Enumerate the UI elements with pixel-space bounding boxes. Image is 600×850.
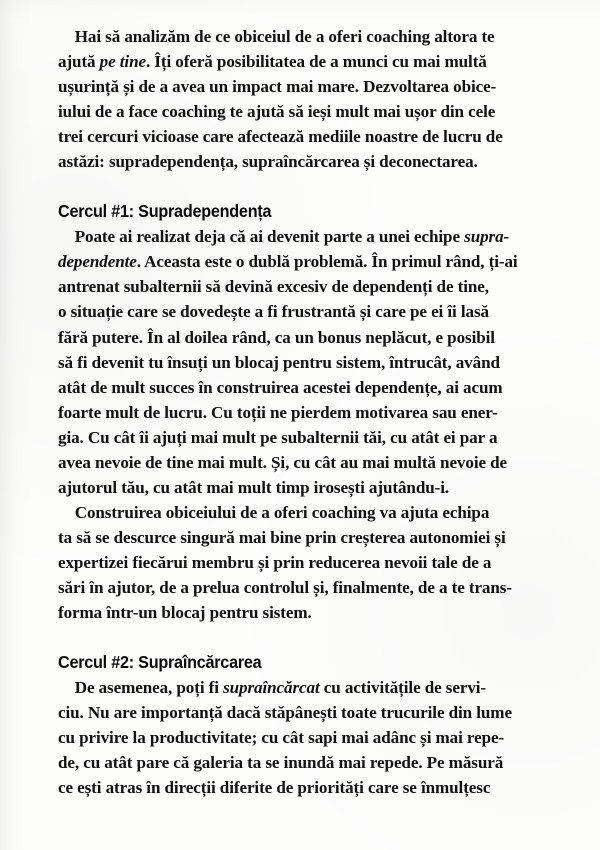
text-run: Hai să analizăm de ce obiceiul de a oferi coaching altora te bbox=[58, 27, 495, 46]
text-run: atât de mult succes în construirea acestei dependențe, ai acum bbox=[58, 377, 503, 397]
section-spacer bbox=[58, 625, 548, 650]
text-line bbox=[58, 550, 548, 575]
text-line bbox=[58, 450, 548, 475]
text-line bbox=[58, 400, 548, 425]
text-line bbox=[58, 299, 548, 324]
text-line bbox=[58, 675, 548, 700]
text-line bbox=[58, 725, 548, 750]
text-line bbox=[58, 750, 548, 775]
text-line bbox=[58, 600, 548, 625]
text-run: ușurință și de a avea un impact mai mare. Dezvoltarea obice- bbox=[58, 77, 497, 97]
text-run: expertizei fiecărui membru și prin reducerea nevoii tale de a bbox=[58, 552, 492, 572]
text-line bbox=[58, 525, 548, 550]
text-line bbox=[58, 350, 548, 375]
page-content bbox=[58, 24, 548, 800]
text-line bbox=[58, 500, 548, 525]
emphasis-text: supraîncărcat bbox=[223, 678, 320, 698]
text-run: avea nevoie de tine mai mult. Și, cu cât au mai multă nevoie de bbox=[58, 452, 508, 472]
text-line bbox=[58, 575, 548, 600]
text-run: . Aceasta este o dublă problemă. În primul rând, ți-ai bbox=[136, 252, 518, 272]
emphasis-text: pe tine bbox=[99, 52, 146, 72]
text-line bbox=[58, 775, 548, 800]
emphasis-text: supra- bbox=[464, 227, 510, 247]
paragraph-supradependenta-2 bbox=[58, 500, 548, 625]
text-line bbox=[58, 124, 548, 149]
text-line bbox=[58, 700, 548, 725]
text-line bbox=[58, 325, 548, 350]
text-run: gia. Cu cât îi ajuți mai mult pe subalternii tăi, cu atât ei par a bbox=[58, 427, 498, 447]
text-run: ce ești atras în direcții diferite de priorități care se înmulțesc bbox=[58, 778, 491, 798]
text-line bbox=[58, 49, 548, 74]
text-line bbox=[58, 425, 548, 450]
text-line bbox=[58, 99, 548, 124]
text-run: foarte mult de lucru. Cu toții ne pierdem motivarea sau ener- bbox=[58, 402, 498, 422]
heading-cercul-2: Cercul #2: Supraîncărcarea bbox=[58, 652, 262, 673]
text-line bbox=[58, 24, 548, 49]
text-line bbox=[58, 224, 548, 249]
paragraph-supradependenta-1 bbox=[58, 224, 548, 500]
text-run: o situație care se dovedește a fi frustrantă și care pe ei îi lasă bbox=[58, 302, 489, 322]
text-run: De asemenea, poți fi bbox=[58, 678, 224, 698]
text-run: ciu. Nu are importanță dacă stăpânești toate trucurile din lume bbox=[58, 703, 512, 723]
emphasis-text: dependente bbox=[58, 252, 137, 272]
section-spacer bbox=[58, 174, 548, 199]
text-run: Construirea obiceiului de a oferi coaching va ajuta echipa bbox=[58, 502, 490, 522]
paragraph-supraincarcarea-1 bbox=[58, 675, 548, 800]
text-run: ajută bbox=[58, 52, 100, 72]
text-line bbox=[58, 249, 548, 274]
text-run: antrenat subalternii să devină excesiv de dependenți de tine, bbox=[58, 277, 489, 297]
text-run: . Îți oferă posibilitatea de a munci cu mai multă bbox=[145, 52, 487, 72]
paragraph-intro bbox=[58, 24, 548, 174]
text-line bbox=[58, 74, 548, 99]
text-line bbox=[58, 274, 548, 299]
text-run: fără putere. În al doilea rând, ca un bonus neplăcut, e posibil bbox=[58, 327, 495, 347]
text-run: cu privire la productivitate; cu cât sapi mai adânc și mai repe- bbox=[58, 728, 505, 748]
text-run: astăzi: supradependența, supraîncărcarea și deconectarea. bbox=[58, 152, 478, 172]
heading-cercul-1: Cercul #1: Supradependența bbox=[58, 201, 272, 222]
text-run: Poate ai realizat deja că ai devenit parte a unei echipe bbox=[58, 227, 465, 247]
text-run: trei cercuri vicioase care afectează mediile noastre de lucru de bbox=[58, 127, 503, 147]
text-run: ta să se descurce singură mai bine prin creșterea autonomiei și bbox=[58, 527, 506, 547]
text-run: ajutorul tău, cu atât mai mult timp irosești ajutându-i. bbox=[58, 477, 450, 497]
text-run: iului de a face coaching te ajută să ieși mult mai ușor din cele bbox=[58, 102, 496, 122]
text-line bbox=[58, 375, 548, 400]
text-run: cu activitățile de servi- bbox=[319, 678, 487, 698]
text-line bbox=[58, 475, 548, 500]
text-run: sări în ajutor, de a prelua controlul și, finalmente, de a te trans- bbox=[58, 577, 512, 597]
text-run: de, cu atât pare că galeria ta se inundă mai repede. Pe măsură bbox=[58, 753, 504, 773]
text-run: să fi devenit tu însuți un blocaj pentru sistem, întrucât, având bbox=[58, 352, 500, 372]
text-line bbox=[58, 149, 548, 174]
text-run: forma într-un blocaj pentru sistem. bbox=[58, 603, 312, 623]
